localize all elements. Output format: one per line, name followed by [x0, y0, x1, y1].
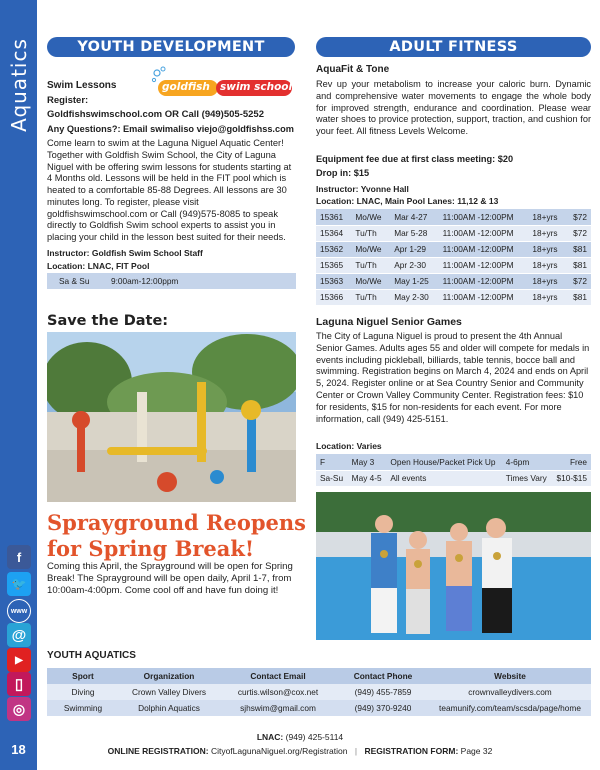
cell-fee: Free	[552, 454, 591, 470]
swim-lessons-heading: Swim Lessons	[47, 80, 117, 91]
table-row	[316, 470, 591, 486]
cell-age: 18+yrs	[528, 289, 566, 305]
cell-dates: Apr 1-29	[390, 241, 438, 257]
cell-age: 18+yrs	[528, 225, 566, 241]
section-title: Aquatics	[7, 38, 31, 132]
cell-age: 18+yrs	[528, 209, 566, 225]
cell-days: F	[316, 454, 348, 470]
at-icon[interactable]: @	[7, 623, 31, 647]
table-row	[316, 273, 591, 289]
footer-lnac: LNAC: (949) 425-5114	[256, 732, 344, 742]
cell-days: Mo/We	[351, 241, 390, 257]
cell-days: Sa-Su	[316, 470, 348, 486]
cell-age: 18+yrs	[528, 257, 566, 273]
cell-time: 11:00AM -12:00PM	[439, 257, 529, 273]
cell-age: 18+yrs	[528, 241, 566, 257]
column-header: Organization	[119, 668, 219, 684]
table-row	[316, 241, 591, 257]
cell-dates: Mar 5-28	[390, 225, 438, 241]
cell-code: 15366	[316, 289, 351, 305]
senior-games-heading: Laguna Niguel Senior Games	[316, 316, 462, 328]
swim-schedule-table	[47, 273, 296, 290]
sprayground-photo	[47, 332, 296, 502]
column-header: Contact Email	[219, 668, 337, 684]
cell: (949) 455-7859	[337, 684, 429, 700]
email-link[interactable]: curtis.wilson@cox.net	[219, 684, 337, 700]
equipment-fee: Equipment fee due at first class meeting: $20	[316, 154, 514, 164]
phone-icon[interactable]: ▯	[7, 672, 31, 696]
cell-time: 11:00AM -12:00PM	[439, 273, 529, 289]
cell-code: 15361	[316, 209, 351, 225]
globe-icon[interactable]: www	[7, 599, 31, 623]
cell-dates: May 2-30	[390, 289, 438, 305]
cell-age: 18+yrs	[528, 273, 566, 289]
cell-time: 11:00AM -12:00PM	[439, 241, 529, 257]
cell-days: Mo/We	[351, 273, 390, 289]
table-row	[316, 225, 591, 241]
column-header: Sport	[47, 668, 119, 684]
cell-code: 15365	[316, 257, 351, 273]
cell-dates: May 3	[348, 454, 387, 470]
save-the-date-heading: Save the Date:	[47, 313, 169, 329]
website-link[interactable]: crownvalleydivers.com	[429, 684, 591, 700]
cell-days: Tu/Th	[351, 289, 390, 305]
aquafit-heading: AquaFit & Tone	[316, 64, 390, 75]
register-line: Goldfishswimschool.com OR Call (949)505-5252	[47, 109, 264, 120]
table-row	[316, 257, 591, 273]
cell-fee: $72	[566, 209, 591, 225]
cell-code: 15363	[316, 273, 351, 289]
register-label: Register:	[47, 95, 89, 106]
cell: Diving	[47, 684, 119, 700]
aquafit-body: Rev up your metabolism to increase your caloric burn. Dynamic and comprehensive water movements to engage the whole body for improved strength, endurance and coordination. Please wear water shoes to provice protection, support, traction, and cushion for your feet. All fitness Levels Welcome.	[316, 79, 591, 137]
table-row	[47, 684, 591, 700]
aquafit-instructor: Instructor: Yvonne Hall	[316, 184, 409, 194]
website-link[interactable]: teamunify.com/team/scsda/page/home	[429, 700, 591, 716]
instagram-icon[interactable]: ◎	[7, 697, 31, 721]
youth-aquatics-heading: YOUTH AQUATICS	[47, 650, 136, 661]
youth-development-banner: YOUTH DEVELOPMENT	[47, 37, 295, 57]
aquafit-schedule-table	[316, 209, 591, 306]
table-row	[47, 700, 591, 716]
senior-games-body: The City of Laguna Niguel is proud to present the 4th Annual Senior Games. Adults ages 55 and older will compete for medals in events including pickleball, billiards, table tennis, bocce ball and swimming. Registration begins on March 4, 2024 and ends on April 5, 2024. Register online or at Sea Country Senior and Community Center or Crown Valley Community Center. Registration fees: $10 for residents, $15 for non-residents for each event. For more information, call (949) 425-5151.	[316, 331, 590, 424]
cell-time: 11:00AM -12:00PM	[439, 289, 529, 305]
youtube-icon[interactable]: ▶	[7, 648, 31, 672]
cell-days: Mo/We	[351, 209, 390, 225]
cell-event: All events	[386, 470, 501, 486]
cell-days: Tu/Th	[351, 257, 390, 273]
table-header-row	[47, 668, 591, 684]
footer-registration: ONLINE REGISTRATION: CityofLagunaNiguel.org/Registration | REGISTRATION FORM: Page 32	[107, 746, 493, 756]
adult-fitness-banner: ADULT FITNESS	[316, 37, 591, 57]
facebook-icon[interactable]: f	[7, 545, 31, 569]
cell-time: 4-6pm	[502, 454, 552, 470]
aquafit-location: Location: LNAC, Main Pool Lanes: 11,12 & 13	[316, 196, 499, 206]
table-row	[316, 289, 591, 305]
table-row	[316, 209, 591, 225]
cell: (949) 370-9240	[337, 700, 429, 716]
swim-instructor: Instructor: Goldfish Swim School Staff	[47, 248, 203, 258]
twitter-icon[interactable]: 🐦	[7, 572, 31, 596]
cell: Crown Valley Divers	[119, 684, 219, 700]
cell-time: 11:00AM -12:00PM	[439, 209, 529, 225]
cell-time: 11:00AM -12:00PM	[439, 225, 529, 241]
swim-location: Location: LNAC, FIT Pool	[47, 261, 150, 271]
table-row: Sa & Su 9:00am-12:00ppm	[47, 273, 296, 289]
cell-code: 15362	[316, 241, 351, 257]
questions-line: Any Questions?: Email swimaliso viejo@goldfishss.com	[47, 124, 294, 134]
cell-fee: $81	[566, 289, 591, 305]
drop-in-fee: Drop in: $15	[316, 168, 370, 178]
senior-games-location: Location: Varies	[316, 441, 382, 451]
cell-fee: $81	[566, 257, 591, 273]
cell-fee: $72	[566, 225, 591, 241]
cell-dates: Mar 4-27	[390, 209, 438, 225]
cell-dates: May 1-25	[390, 273, 438, 289]
column-header: Contact Phone	[337, 668, 429, 684]
cell-fee: $10-$15	[552, 470, 591, 486]
cell: Dolphin Aquatics	[119, 700, 219, 716]
cell-event: Open House/Packet Pick Up	[386, 454, 501, 470]
cell-days: Tu/Th	[351, 225, 390, 241]
cell: Swimming	[47, 700, 119, 716]
registration-link[interactable]: CityofLagunaNiguel.org/Registration	[210, 746, 348, 756]
senior-games-photo	[316, 492, 591, 640]
goldfish-swim-school-logo: goldfish swim school	[150, 66, 295, 98]
swim-lessons-body: Come learn to swim at the Laguna Niguel Aquatic Center! Together with Goldfish Swim School, the City of Laguna Niguel with be offering swim lessons for students starting at 4 Months old. Lessons will be held in the FIT pool which is heated to a comfortable 85-88 Degrees. All lessons are 30 minutes long. To register, please visit goldfishswimschool.com or Call (949)575-8085 to speak directly to Goldfish Swim school experts to assist you in placing your child in the lesson best suited for their needs.	[47, 138, 292, 242]
youth-aquatics-table	[47, 668, 591, 716]
page-number: 18	[11, 742, 26, 757]
sprayground-title: Sprayground Reopens for Spring Break!	[47, 510, 306, 561]
senior-games-table	[316, 454, 591, 487]
cell-fee: $72	[566, 273, 591, 289]
email-link[interactable]: sjhswim@gmail.com	[219, 700, 337, 716]
column-header: Website	[429, 668, 591, 684]
cell-dates: Apr 2-30	[390, 257, 438, 273]
cell-time: Times Vary	[502, 470, 552, 486]
table-row	[316, 454, 591, 470]
sprayground-body: Coming this April, the Sprayground will be open for Spring Break! The Sprayground will be open daily, April 1-7, from 10:00am-4:00pm. Come cool off and have fun doing it!	[47, 561, 293, 597]
cell-dates: May 4-5	[348, 470, 387, 486]
cell-code: 15364	[316, 225, 351, 241]
cell-fee: $81	[566, 241, 591, 257]
